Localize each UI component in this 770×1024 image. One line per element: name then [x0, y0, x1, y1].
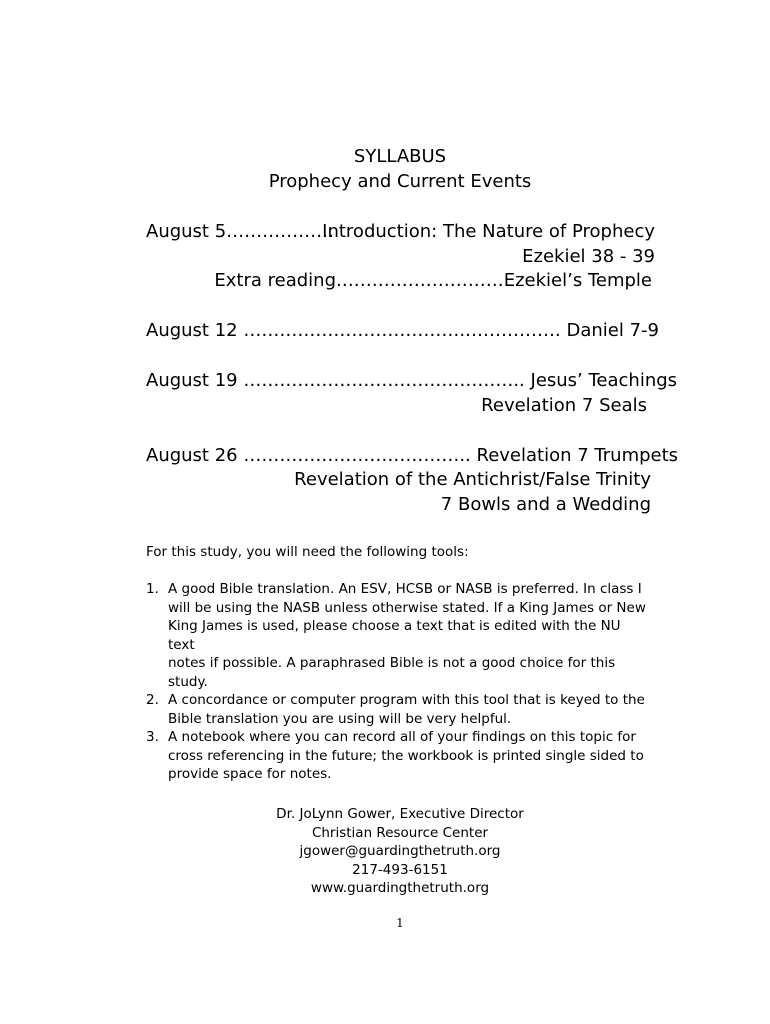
contact-name: Dr. JoLynn Gower, Executive Director [276, 806, 524, 822]
aug19-line: August 19 ……………………………………….. Jesus’ Teachings [146, 370, 678, 391]
list-item [146, 728, 646, 784]
list-number: 1. [146, 581, 159, 597]
list-line: Bible translation you are using will be very helpful. [168, 710, 512, 727]
list-item [146, 691, 646, 728]
contact-website[interactable]: www.guardingthetruth.org [310, 880, 490, 897]
aug5-topic: Introduction: The Nature of Prophecy [322, 221, 655, 242]
list-line: cross referencing in the future; the workbook is printed single sided to [168, 747, 644, 764]
list-line: King James is used, please choose a text that is edited with the NU text [168, 618, 621, 653]
list-number: 2. [146, 692, 159, 708]
aug26-topic2: Revelation of the Antichrist/False Trinity [294, 469, 651, 490]
contact-phone: 217-493-6151 [352, 861, 448, 878]
aug5-reading: Ezekiel 38 - 39 [522, 246, 655, 267]
aug5-extra-reading: Extra reading.………………………Ezekiel’s Temple [214, 270, 652, 291]
list-line: A concordance or computer program with this tool that is keyed to the [168, 692, 645, 708]
contact-org: Christian Resource Center [311, 824, 489, 841]
list-item [146, 580, 646, 691]
list-line: study. [168, 673, 208, 690]
aug5-date: August 5……………… [146, 221, 335, 242]
contact-block [0, 805, 770, 898]
list-line: will be using the NASB unless otherwise stated. If a King James or New [168, 599, 646, 616]
tools-list [146, 580, 646, 784]
aug12-line: August 12 ……………………………….……………. Daniel 7-9 [146, 320, 659, 341]
aug26-topic3: 7 Bowls and a Wedding [440, 494, 651, 515]
page-number: 1 [396, 916, 404, 930]
tools-intro: For this study, you will need the following tools: [146, 544, 469, 560]
list-line: provide space for notes. [168, 766, 332, 782]
list-line: notes if possible. A paraphrased Bible is not a good choice for this [168, 655, 616, 671]
aug19-topic2: Revelation 7 Seals [481, 395, 647, 416]
page-subtitle: Prophecy and Current Events [268, 171, 532, 192]
list-number: 3. [146, 729, 159, 745]
list-line: A notebook where you can record all of your findings on this topic for [168, 729, 636, 745]
list-line: A good Bible translation. An ESV, HCSB or NASB is preferred. In class I [168, 581, 642, 597]
contact-email[interactable]: jgower@guardingthetruth.org [299, 843, 501, 860]
aug26-line: August 26 ……………………………….. Revelation 7 Trumpets [146, 445, 679, 466]
page-title: SYLLABUS [353, 146, 447, 167]
